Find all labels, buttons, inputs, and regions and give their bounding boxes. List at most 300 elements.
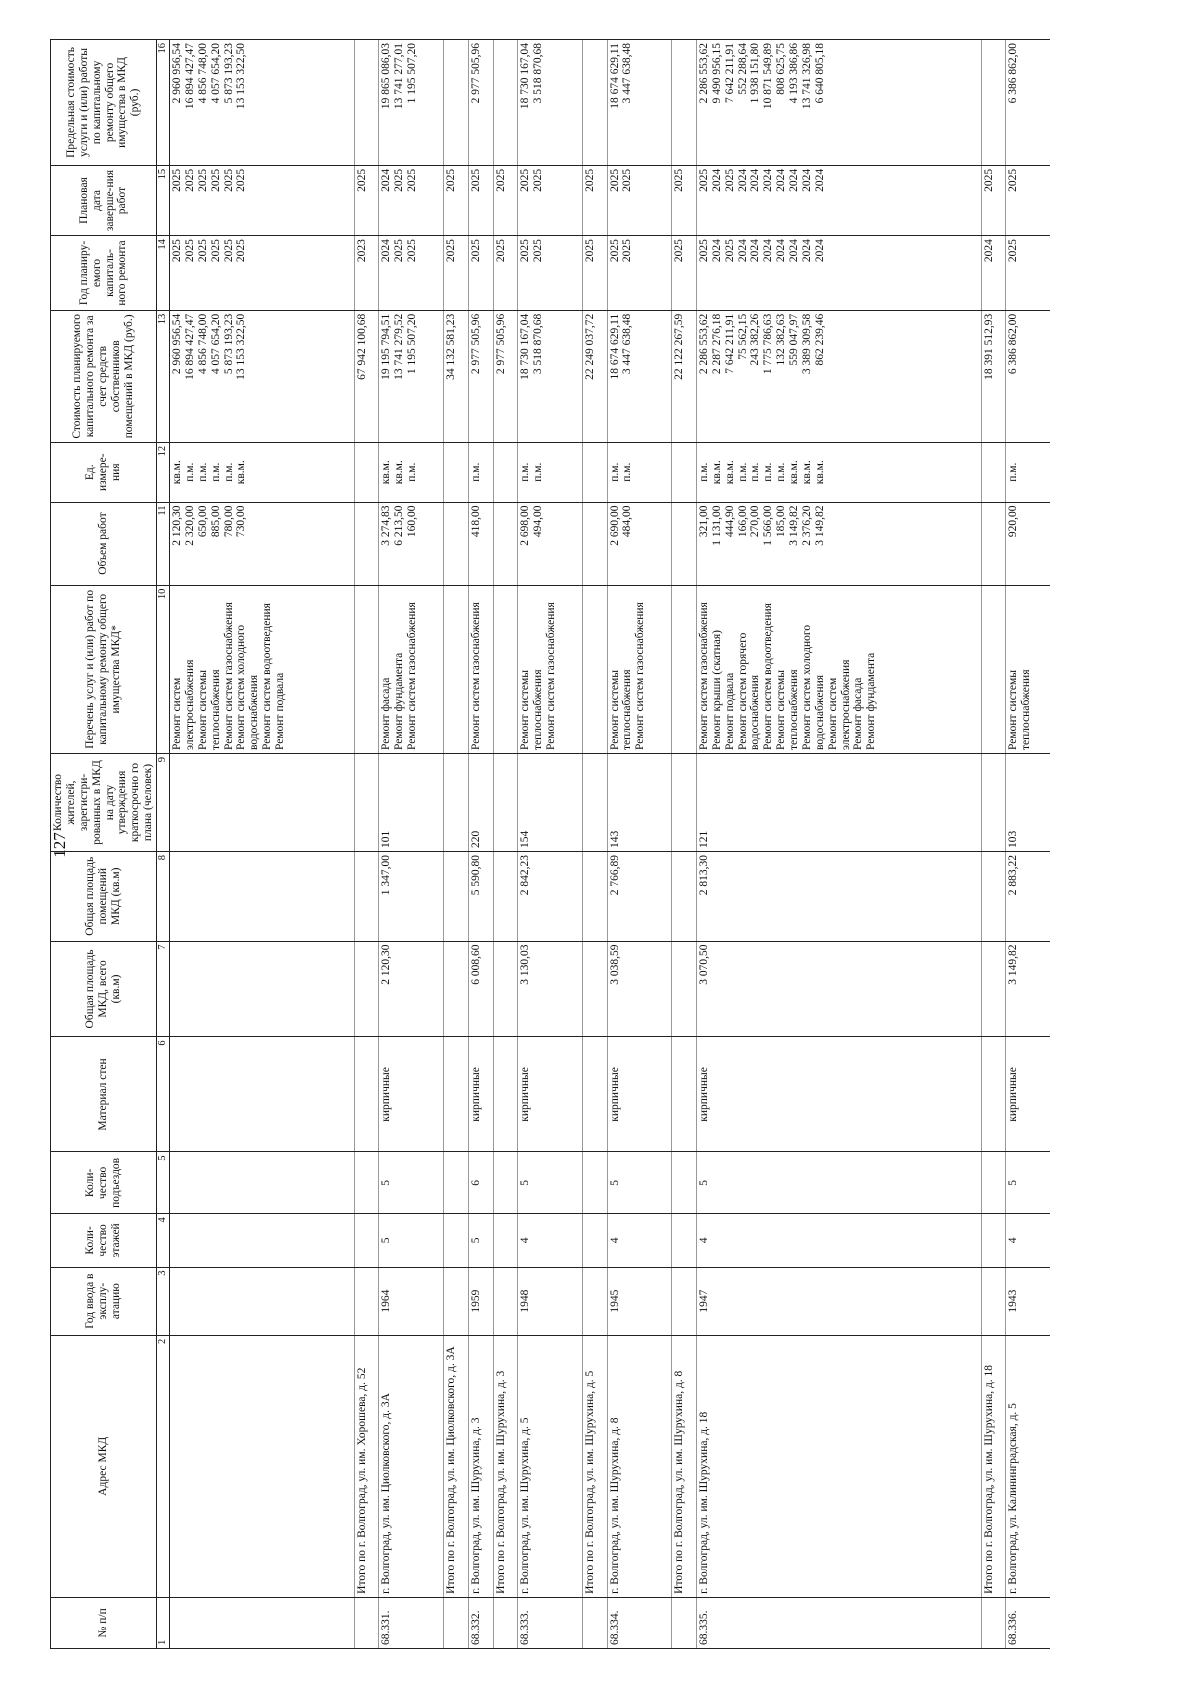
- planned-cost: 75 562,15: [736, 313, 749, 360]
- planned-cost: 6 386 862,00: [1007, 313, 1020, 375]
- header-row: [51, 40, 157, 1649]
- col-number: 1: [157, 1597, 170, 1648]
- planned-year: 2024: [813, 239, 826, 263]
- limit-cost: 6 386 862,00: [1007, 43, 1020, 104]
- limit-cost-cell: [1006, 40, 1050, 166]
- unit-cell: [582, 442, 607, 502]
- year-built: 1945: [607, 1267, 672, 1335]
- unit: п.м.: [608, 462, 621, 482]
- floors: [354, 1214, 379, 1267]
- unit: п.м.: [222, 462, 235, 482]
- planned-cost: 3 518 870,68: [532, 313, 545, 375]
- rooms-area: [672, 852, 697, 942]
- end-year: 2024: [813, 168, 826, 192]
- volume-cell: [493, 502, 518, 585]
- col-number: 11: [157, 502, 170, 585]
- year-built: 1959: [468, 1267, 493, 1335]
- planned-year: 2025: [222, 239, 235, 263]
- planned-cost: 559 047,97: [788, 313, 801, 366]
- year-built: [981, 1267, 1006, 1335]
- col-number: 13: [157, 310, 170, 442]
- col-number: 15: [157, 165, 170, 235]
- planned-year: 2024: [775, 239, 788, 263]
- limit-cost: 10 871 549,89: [762, 43, 775, 110]
- row-number: 68.334.: [607, 1597, 672, 1648]
- work-item: Ремонт систем газоснабжения: [406, 602, 419, 750]
- col-header: Коли-чество подъездов: [51, 1152, 157, 1214]
- volume: 2 690,00: [608, 505, 621, 546]
- limit-cost-cell: [493, 40, 518, 166]
- limit-cost: 7 642 211,91: [723, 43, 736, 103]
- address: Итого по г. Волгоград, ул. им. Хорошева, д. 52: [354, 1335, 379, 1597]
- end-year: 2024: [800, 168, 813, 192]
- unit-cell: [1006, 442, 1050, 502]
- end-year-cell: [493, 165, 518, 235]
- planned-year: 2025: [235, 239, 248, 263]
- address: Итого по г. Волгоград, ул. им. Шурухина, д. 18: [981, 1335, 1006, 1597]
- row-number: 68.335.: [696, 1597, 981, 1648]
- planned-cost-cell: [493, 310, 518, 442]
- volume: 6 213,50: [393, 505, 406, 546]
- end-year: 2025: [445, 168, 458, 192]
- row-number: 68.333.: [518, 1597, 583, 1648]
- work-item-cell: [379, 585, 444, 753]
- end-year-cell: [582, 165, 607, 235]
- wall-material: [582, 1037, 607, 1152]
- planned-year: 2025: [608, 239, 621, 263]
- limit-cost: 4 057 654,20: [209, 43, 222, 104]
- limit-cost: 4 193 386,86: [788, 43, 801, 104]
- year-built: [170, 1267, 355, 1335]
- column-number-row: [157, 40, 170, 1649]
- address: г. Волгоград, ул. Калининградская, д. 5: [1006, 1335, 1050, 1597]
- end-year: 2025: [222, 168, 235, 192]
- end-year-cell: [607, 165, 672, 235]
- volume: 2 320,00: [183, 505, 196, 546]
- total-area: [444, 941, 469, 1037]
- volume-cell: [672, 502, 697, 585]
- table-row: [1006, 40, 1050, 1649]
- unit: п.м.: [209, 462, 222, 482]
- total-area: 2 120,30: [379, 941, 444, 1037]
- total-area: [170, 941, 355, 1037]
- limit-cost-cell: [981, 40, 1006, 166]
- end-year-cell: [379, 165, 444, 235]
- table-row: [354, 40, 379, 1649]
- volume-cell: [170, 502, 355, 585]
- total-area: [672, 941, 697, 1037]
- residents: [981, 753, 1006, 851]
- row-number: 68.336.: [1006, 1597, 1050, 1648]
- planned-cost-cell: [1006, 310, 1050, 442]
- total-area: [354, 941, 379, 1037]
- planned-cost: 2 977 505,96: [494, 313, 507, 375]
- col-header: Материал стен: [51, 1037, 157, 1152]
- planned-year: 2024: [736, 239, 749, 263]
- address: [170, 1335, 355, 1597]
- planned-year: 2025: [445, 239, 458, 263]
- unit-cell: [379, 442, 444, 502]
- year-built: 1947: [696, 1267, 981, 1335]
- limit-cost: 6 640 805,18: [813, 43, 826, 104]
- year-built: 1964: [379, 1267, 444, 1335]
- rooms-area: [170, 852, 355, 942]
- rooms-area: 2 813,30: [696, 852, 981, 942]
- volume-cell: [354, 502, 379, 585]
- end-year-cell: [981, 165, 1006, 235]
- entrances: [582, 1152, 607, 1214]
- col-header: № п/п: [51, 1597, 157, 1648]
- rooms-area: 2 883,22: [1006, 852, 1050, 942]
- unit: кв.м.: [788, 460, 801, 485]
- planned-cost: 18 730 167,04: [519, 313, 532, 380]
- planned-year-cell: [981, 236, 1006, 311]
- col-number: 7: [157, 941, 170, 1037]
- entrances: 6: [468, 1152, 493, 1214]
- end-year: 2024: [736, 168, 749, 192]
- unit: кв.м.: [235, 460, 248, 485]
- volume-cell: [1006, 502, 1050, 585]
- col-header: Общая площадь помещений МКД (кв.м): [51, 852, 157, 942]
- planned-year: 2025: [469, 239, 482, 263]
- volume-cell: [379, 502, 444, 585]
- rooms-area: 1 347,00: [379, 852, 444, 942]
- entrances: [672, 1152, 697, 1214]
- entrances: 5: [1006, 1152, 1050, 1214]
- planned-year: 2025: [1007, 239, 1020, 263]
- table-row: [582, 40, 607, 1649]
- address: г. Волгоград, ул. им. Шурухина, д. 5: [518, 1335, 583, 1597]
- limit-cost-cell: [468, 40, 493, 166]
- total-area: [981, 941, 1006, 1037]
- work-item: Ремонт фундамента: [865, 652, 878, 750]
- planned-cost: 22 249 037,72: [583, 313, 596, 380]
- rooms-area: [354, 852, 379, 942]
- wall-material: [493, 1037, 518, 1152]
- address: г. Волгоград, ул. им. Шурухина, д. 18: [696, 1335, 981, 1597]
- planned-cost: 132 382,63: [775, 313, 788, 366]
- col-number: 2: [157, 1335, 170, 1597]
- end-year-cell: [696, 165, 981, 235]
- table-row: [696, 40, 981, 1649]
- wall-material: [444, 1037, 469, 1152]
- col-number: 16: [157, 40, 170, 166]
- rooms-area: [582, 852, 607, 942]
- planned-year: 2025: [183, 239, 196, 263]
- col-header: Ед. измере-ния: [51, 442, 157, 502]
- rooms-area: [444, 852, 469, 942]
- planned-cost-cell: [379, 310, 444, 442]
- planned-year: 2025: [723, 239, 736, 263]
- year-built: [354, 1267, 379, 1335]
- work-item-cell: [672, 585, 697, 753]
- unit: кв.м.: [393, 460, 406, 485]
- volume-cell: [607, 502, 672, 585]
- planned-cost: 2 977 505,96: [469, 313, 482, 375]
- end-year-cell: [1006, 165, 1050, 235]
- volume: 3 274,83: [380, 505, 393, 546]
- unit: п.м.: [762, 462, 775, 482]
- end-year: 2025: [393, 168, 406, 192]
- planned-year: 2025: [196, 239, 209, 263]
- unit: п.м.: [1007, 462, 1020, 482]
- planned-year: 2025: [209, 239, 222, 263]
- entrances: [493, 1152, 518, 1214]
- planned-cost: 3 389 309,58: [800, 313, 813, 375]
- volume: 3 149,82: [788, 505, 801, 546]
- unit: п.м.: [469, 462, 482, 482]
- table-row: [981, 40, 1006, 1649]
- planned-year: 2024: [788, 239, 801, 263]
- volume: 885,00: [209, 505, 222, 538]
- limit-cost: 13 741 326,98: [800, 43, 813, 110]
- table-row: [444, 40, 469, 1649]
- entrances: [981, 1152, 1006, 1214]
- planned-year: 2024: [710, 239, 723, 263]
- planned-cost-cell: [607, 310, 672, 442]
- floors: [582, 1214, 607, 1267]
- end-year: 2024: [788, 168, 801, 192]
- limit-cost-cell: [170, 40, 355, 166]
- col-number: 9: [157, 753, 170, 851]
- planned-year-cell: [518, 236, 583, 311]
- entrances: 5: [607, 1152, 672, 1214]
- planned-cost-cell: [468, 310, 493, 442]
- table-row: [672, 40, 697, 1649]
- entrances: [354, 1152, 379, 1214]
- col-number: 6: [157, 1037, 170, 1152]
- planned-year-cell: [1006, 236, 1050, 311]
- planned-cost: 18 674 629,11: [608, 313, 621, 380]
- work-item-cell: [582, 585, 607, 753]
- wall-material: кирпичные: [518, 1037, 583, 1152]
- table-row: [170, 40, 355, 1649]
- planned-year: 2025: [697, 239, 710, 263]
- planned-cost: 7 642 211,91: [723, 313, 736, 374]
- planned-cost: 18 391 512,93: [982, 313, 995, 380]
- residents: 101: [379, 753, 444, 851]
- work-item: Ремонт систем холодного водоснабжения: [800, 624, 826, 750]
- table-body: [170, 40, 1051, 1649]
- unit-cell: [493, 442, 518, 502]
- volume-cell: [981, 502, 1006, 585]
- year-built: 1948: [518, 1267, 583, 1335]
- total-area: [493, 941, 518, 1037]
- table-row: [518, 40, 583, 1649]
- row-number: 68.332.: [468, 1597, 493, 1648]
- planned-cost-cell: [981, 310, 1006, 442]
- unit-cell: [518, 442, 583, 502]
- total-area: 3 149,82: [1006, 941, 1050, 1037]
- planned-year: 2025: [621, 239, 634, 263]
- limit-cost: 18 674 629,11: [608, 43, 621, 109]
- work-item: Ремонт систем электроснабжения: [171, 659, 196, 750]
- work-item: Ремонт фасада: [380, 677, 393, 750]
- end-year: 2025: [982, 168, 995, 192]
- end-year: 2025: [196, 168, 209, 192]
- volume-cell: [444, 502, 469, 585]
- floors: 4: [518, 1214, 583, 1267]
- planned-year: 2025: [519, 239, 532, 263]
- table-row: [379, 40, 444, 1649]
- planned-cost: 22 122 267,59: [673, 313, 686, 380]
- unit: п.м.: [621, 462, 634, 482]
- planned-year: 2024: [749, 239, 762, 263]
- planned-year: 2025: [171, 239, 183, 263]
- col-header: Предельная стоимость услуги и (или) работы по капитальному ремонту общего имущества в МКД (руб.): [51, 40, 157, 166]
- work-item: Ремонт системы теплоснабжения: [1007, 669, 1033, 750]
- total-area: 3 130,03: [518, 941, 583, 1037]
- limit-cost: 9 490 956,15: [710, 43, 723, 104]
- planned-cost: 67 942 100,68: [355, 313, 368, 380]
- unit-cell: [354, 442, 379, 502]
- planned-cost-cell: [696, 310, 981, 442]
- limit-cost: 18 730 167,04: [519, 43, 532, 110]
- volume: 2 698,00: [519, 505, 532, 546]
- end-year: 2025: [1007, 168, 1020, 192]
- planned-cost: 1 775 786,63: [762, 313, 775, 375]
- work-item: Ремонт подвала: [723, 672, 736, 750]
- floors: [170, 1214, 355, 1267]
- planned-cost: 243 382,26: [749, 313, 762, 366]
- residents: 220: [468, 753, 493, 851]
- work-item-cell: [493, 585, 518, 753]
- volume: 418,00: [469, 505, 482, 538]
- volume-cell: [696, 502, 981, 585]
- year-built: [493, 1267, 518, 1335]
- entrances: [444, 1152, 469, 1214]
- volume: 494,00: [532, 505, 545, 538]
- row-number: [672, 1597, 697, 1648]
- volume-cell: [518, 502, 583, 585]
- residents: [170, 753, 355, 851]
- unit: п.м.: [749, 462, 762, 482]
- limit-cost: 19 865 086,03: [380, 43, 393, 110]
- residents: [444, 753, 469, 851]
- limit-cost: 3 447 638,48: [621, 43, 634, 104]
- work-item: Ремонт подвала: [274, 672, 286, 750]
- row-number: [354, 1597, 379, 1648]
- unit-cell: [607, 442, 672, 502]
- col-header: Объем работ: [51, 502, 157, 585]
- col-number: 10: [157, 585, 170, 753]
- row-number: [444, 1597, 469, 1648]
- limit-cost: 1 195 507,20: [406, 43, 419, 104]
- volume: 1 131,00: [710, 505, 723, 546]
- end-year: 2025: [406, 168, 419, 192]
- unit-cell: [468, 442, 493, 502]
- limit-cost: 2 977 505,96: [469, 43, 482, 104]
- volume: 650,00: [196, 505, 209, 538]
- planned-year: 2025: [393, 239, 406, 263]
- planned-year: 2025: [532, 239, 545, 263]
- col-header: Коли-чество этажей: [51, 1214, 157, 1267]
- work-item: Ремонт системы теплоснабжения: [196, 669, 222, 750]
- work-item-cell: [696, 585, 981, 753]
- floors: [981, 1214, 1006, 1267]
- limit-cost-cell: [518, 40, 583, 166]
- work-item: Ремонт системы теплоснабжения: [775, 669, 801, 750]
- work-item-cell: [607, 585, 672, 753]
- planned-year: 2025: [673, 239, 686, 263]
- unit: п.м.: [697, 462, 710, 482]
- table-row: [493, 40, 518, 1649]
- row-number: [170, 1597, 355, 1648]
- work-item: Ремонт фасада: [852, 677, 865, 750]
- limit-cost: 552 288,64: [736, 43, 749, 95]
- end-year-cell: [170, 165, 355, 235]
- rooms-area: 5 590,80: [468, 852, 493, 942]
- wall-material: [354, 1037, 379, 1152]
- entrances: 5: [696, 1152, 981, 1214]
- planned-cost: 862 239,46: [813, 313, 826, 366]
- end-year: 2025: [532, 168, 545, 192]
- address: Итого по г. Волгоград, ул. им. Циолковского, д. 3А: [444, 1335, 469, 1597]
- limit-cost: 4 856 748,00: [196, 43, 209, 104]
- end-year: 2025: [355, 168, 368, 192]
- planned-cost: 2 960 956,54: [171, 313, 183, 375]
- end-year-cell: [518, 165, 583, 235]
- volume: 270,00: [749, 505, 762, 538]
- entrances: 5: [518, 1152, 583, 1214]
- unit: кв.м.: [710, 460, 723, 485]
- work-item-cell: [444, 585, 469, 753]
- row-number: [582, 1597, 607, 1648]
- page-number: 127: [50, 832, 69, 858]
- end-year: 2025: [469, 168, 482, 192]
- entrances: [170, 1152, 355, 1214]
- volume: 166,00: [736, 505, 749, 538]
- limit-cost-cell: [672, 40, 697, 166]
- volume: 2 376,20: [800, 505, 813, 546]
- residents: 143: [607, 753, 672, 851]
- planned-cost: 13 153 322,50: [235, 313, 248, 380]
- residents: [493, 753, 518, 851]
- limit-cost: 3 518 870,68: [532, 43, 545, 104]
- total-area: [582, 941, 607, 1037]
- wall-material: кирпичные: [468, 1037, 493, 1152]
- limit-cost-cell: [582, 40, 607, 166]
- planned-year: 2024: [762, 239, 775, 263]
- planned-cost-cell: [354, 310, 379, 442]
- planned-year: 2024: [982, 239, 995, 263]
- planned-cost: 4 856 748,00: [196, 313, 209, 375]
- col-header: Стоимость планируемого капитального ремонта за счет средств собственников помещений в МКД (руб.): [51, 310, 157, 442]
- work-item-cell: [170, 585, 355, 753]
- end-year: 2025: [494, 168, 507, 192]
- unit-cell: [696, 442, 981, 502]
- col-header: Адрес МКД: [51, 1335, 157, 1597]
- unit: п.м.: [532, 462, 545, 482]
- planned-cost-cell: [170, 310, 355, 442]
- unit: кв.м.: [813, 460, 826, 485]
- residents: 103: [1006, 753, 1050, 851]
- planned-year-cell: [354, 236, 379, 311]
- limit-cost: 2 286 553,62: [697, 43, 710, 104]
- work-item-cell: [518, 585, 583, 753]
- end-year: 2024: [775, 168, 788, 192]
- work-item-cell: [981, 585, 1006, 753]
- volume: 780,00: [222, 505, 235, 538]
- volume: 920,00: [1007, 505, 1020, 538]
- planned-cost: 2 286 553,62: [697, 313, 710, 375]
- unit-cell: [444, 442, 469, 502]
- address: Итого по г. Волгоград, ул. им. Шурухина, д. 8: [672, 1335, 697, 1597]
- unit: кв.м.: [171, 460, 183, 485]
- end-year: 2024: [762, 168, 775, 192]
- work-item: Ремонт крыши (скатная): [710, 630, 723, 750]
- work-item: Ремонт систем газоснабжения: [544, 602, 557, 750]
